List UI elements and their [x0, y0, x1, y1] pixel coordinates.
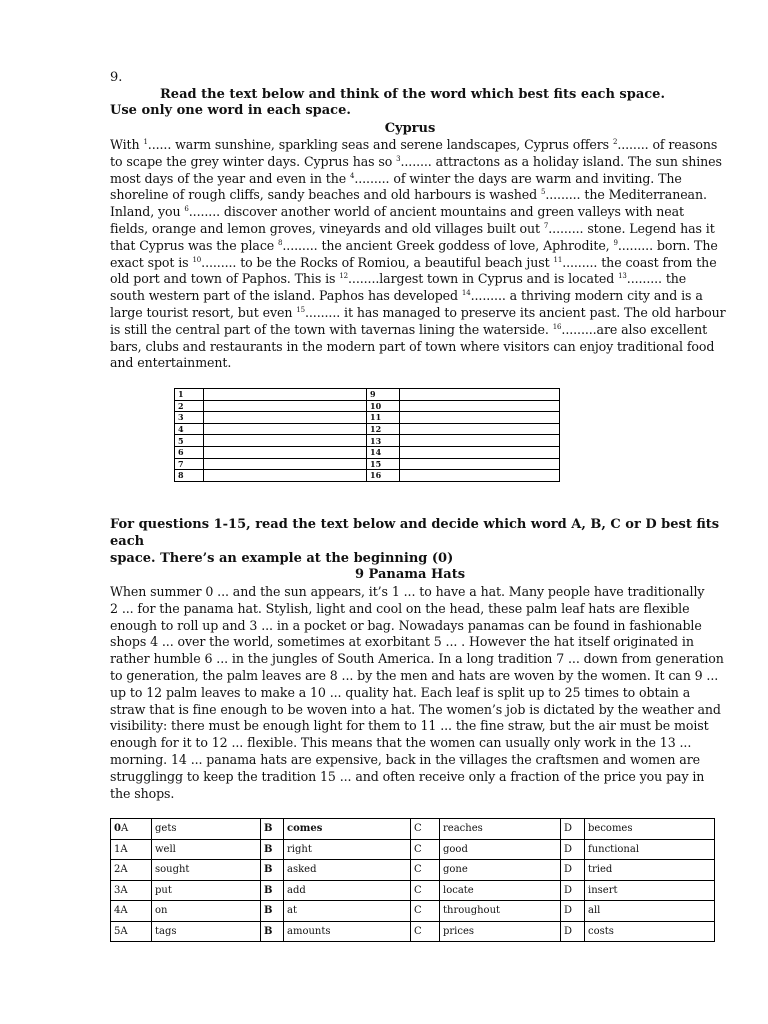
gap-number: 14 — [461, 289, 471, 298]
question-number: 1A — [111, 839, 152, 860]
answer-number: 14 — [367, 446, 400, 458]
cyprus-title: Cyprus — [384, 121, 436, 136]
answer-number: 15 — [367, 458, 400, 470]
panama-line: rather humble 6 ... in the jungles of South America. In a long tradition 7 ... down from generation — [110, 651, 724, 667]
answer-number: 1 — [175, 389, 204, 401]
option-d: becomes — [585, 819, 715, 840]
panama-line: strugglingg to keep the tradition 15 ... and often receive only a fraction of the price you pay in — [110, 768, 705, 784]
answer-number: 3 — [175, 412, 204, 424]
answer-number: 7 — [175, 458, 204, 470]
option-b-label: B — [261, 901, 284, 922]
answer-blank[interactable] — [204, 400, 367, 412]
panama-line: the shops. — [110, 785, 175, 801]
option-d-label: D — [561, 860, 585, 881]
panama-line: 2 ... for the panama hat. Stylish, light and cool on the head, these palm leaf hats are flexible — [110, 600, 690, 616]
gap-number: 2 — [612, 138, 618, 146]
option-b: at — [284, 901, 411, 922]
cyprus-line: is still the central part of the town with tavernas lining the waterside. $^{16}$.........are also excellent — [110, 321, 708, 337]
option-d: costs — [585, 921, 715, 942]
cyprus-line: bars, clubs and restaurants in the modern part of town where visitors can enjoy traditional food — [110, 338, 715, 354]
option-c: reaches — [440, 819, 561, 840]
option-b: amounts — [284, 921, 411, 942]
cyprus-line: Inland, you $^6$........ discover another world of ancient mountains and green valleys with neat — [110, 204, 685, 220]
answer-row — [175, 446, 560, 458]
answer-blank[interactable] — [400, 446, 560, 458]
options-table — [110, 818, 715, 942]
cyprus-line: most days of the year and even in the $^4$......... of winter the days are warm and inviting. The — [110, 170, 682, 186]
option-d-label: D — [561, 921, 585, 942]
answer-blank[interactable] — [204, 470, 367, 482]
exercise-number: 9. — [110, 70, 123, 85]
option-a: tags — [152, 921, 261, 942]
panama-line: enough for it to 12 ... flexible. This means that the women can usually only work in the 13 ... — [110, 735, 692, 751]
option-b-label: B — [261, 839, 284, 860]
option-b-label: B — [261, 819, 284, 840]
answer-blank[interactable] — [204, 389, 367, 401]
cyprus-line: and entertainment. — [110, 355, 232, 371]
panama-line: When summer 0 ... and the sun appears, it’s 1 ... to have a hat. Many people have traditionally — [110, 584, 705, 599]
answer-blank[interactable] — [204, 423, 367, 435]
option-b: asked — [284, 860, 411, 881]
options-row — [111, 839, 715, 860]
option-a: put — [152, 880, 261, 901]
option-c-label: C — [411, 901, 440, 922]
option-d-label: D — [561, 901, 585, 922]
answer-blank[interactable] — [204, 412, 367, 424]
gap-number: 13 — [618, 272, 627, 281]
answer-number: 13 — [367, 435, 400, 447]
option-c-label: C — [411, 819, 440, 840]
gap-number: 8 — [278, 238, 283, 247]
cyprus-line: to scape the grey winter days. Cyprus has so $^3$........ attractons as a holiday island. The sun shines — [110, 153, 722, 169]
gap-number: 10 — [192, 255, 202, 264]
option-d: insert — [585, 880, 715, 901]
gap-number: 12 — [339, 272, 349, 281]
answer-number: 11 — [367, 412, 400, 424]
part2-instructions — [110, 516, 720, 567]
answer-row — [175, 470, 560, 482]
option-a: sought — [152, 860, 261, 881]
options-row — [111, 860, 715, 881]
answer-number: 2 — [175, 400, 204, 412]
panama-line: visibility: there must be enough light for them to 11 ... the fine straw, but the air must be moist — [110, 718, 709, 734]
answer-blank[interactable] — [400, 423, 560, 435]
option-c: good — [440, 839, 561, 860]
option-d: functional — [585, 839, 715, 860]
option-c-label: C — [411, 839, 440, 860]
question-number: 5A — [111, 921, 152, 942]
answer-blank[interactable] — [400, 435, 560, 447]
gap-number: 5 — [540, 188, 546, 197]
answer-blank[interactable] — [204, 435, 367, 447]
part2-instruction-line1: For questions 1-15, read the text below and decide which word A, B, C or D best fits each — [110, 517, 720, 549]
part1-instruction-line1: Read the text below and think of the word which best fits each space. — [160, 87, 665, 102]
answer-number: 4 — [175, 423, 204, 435]
option-c-label: C — [411, 921, 440, 942]
question-number: 3A — [111, 880, 152, 901]
answer-grid — [174, 388, 560, 482]
question-number: 2A — [111, 860, 152, 881]
option-d: tried — [585, 860, 715, 881]
cyprus-line: With $^1$...... warm sunshine, sparkling seas and serene landscapes, Cyprus offers $^2$........ of reasons — [110, 137, 718, 152]
gap-number: 16 — [552, 322, 562, 331]
option-c-label: C — [411, 860, 440, 881]
gap-number: 4 — [349, 171, 355, 180]
option-c: locate — [440, 880, 561, 901]
answer-number: 16 — [367, 470, 400, 482]
panama-line: morning. 14 ... panama hats are expensive, back in the villages the craftsmen and women are — [110, 751, 700, 767]
answer-number: 6 — [175, 446, 204, 458]
cyprus-line: south western part of the island. Paphos has developed $^{14}$......... a thriving modern city and is a — [110, 288, 703, 304]
answer-number: 5 — [175, 435, 204, 447]
answer-blank[interactable] — [204, 458, 367, 470]
option-b-label: B — [261, 921, 284, 942]
answer-blank[interactable] — [400, 412, 560, 424]
option-c: gone — [440, 860, 561, 881]
option-d-label: D — [561, 819, 585, 840]
option-b: comes — [284, 819, 411, 840]
cyprus-line: shoreline of rough cliffs, sandy beaches and old harbours is washed $^5$......... the Mediterranean. — [110, 187, 707, 203]
cyprus-line: old port and town of Paphos. This is $^{12}$........largest town in Cyprus and is located $^{13}$......... the — [110, 271, 687, 287]
cyprus-passage — [110, 137, 726, 372]
options-row — [111, 880, 715, 901]
panama-line: enough to roll up and 3 ... in a pocket or bag. Nowadays panamas can be found in fashionable — [110, 617, 702, 633]
option-c-label: C — [411, 880, 440, 901]
gap-number: 6 — [184, 205, 189, 214]
answer-row — [175, 400, 560, 412]
part1-instructions — [110, 87, 720, 119]
option-b-label: B — [261, 880, 284, 901]
option-b: add — [284, 880, 411, 901]
cyprus-line: that Cyprus was the place $^8$......... the ancient Greek goddess of love, Aphrodite, $^9$......... born. The — [110, 237, 718, 253]
answer-number: 8 — [175, 470, 204, 482]
question-number: 0A — [111, 819, 152, 840]
option-d-label: D — [561, 880, 585, 901]
answer-blank[interactable] — [400, 458, 560, 470]
options-row — [111, 921, 715, 942]
part1-instruction-line2: Use only one word in each space. — [110, 103, 351, 118]
panama-line: shops 4 ... over the world, sometimes at exorbitant 5 ... . However the hat itself originated in — [110, 634, 694, 650]
options-row — [111, 819, 715, 840]
gap-number: 11 — [553, 255, 563, 264]
option-b-label: B — [261, 860, 284, 881]
gap-number: 15 — [296, 305, 305, 314]
cyprus-line: large tourist resort, but even $^{15}$......... it has managed to preserve its ancient past. The old harbour — [110, 304, 726, 320]
cyprus-line: fields, orange and lemon groves, vineyards and old villages built out $^7$......... stone. Legend has it — [110, 220, 715, 236]
option-c: prices — [440, 921, 561, 942]
panama-line: to generation, the palm leaves are 8 ... by the men and hats are woven by the women. It can 9 ... — [110, 667, 719, 683]
answer-row — [175, 423, 560, 435]
option-a: gets — [152, 819, 261, 840]
question-number: 4A — [111, 901, 152, 922]
answer-row — [175, 435, 560, 447]
answer-row — [175, 412, 560, 424]
gap-number: 7 — [543, 221, 549, 230]
option-c: throughout — [440, 901, 561, 922]
option-b: right — [284, 839, 411, 860]
answer-row — [175, 458, 560, 470]
options-row — [111, 901, 715, 922]
gap-number: 1 — [143, 138, 148, 146]
panama-line: straw that is fine enough to be woven into a hat. The women’s job is dictated by the weather and — [110, 701, 721, 717]
option-a: on — [152, 901, 261, 922]
answer-number: 12 — [367, 423, 400, 435]
gap-number: 9 — [613, 238, 618, 247]
answer-row — [175, 389, 560, 401]
cyprus-line: exact spot is $^{10}$......... to be the Rocks of Romiou, a beautiful beach just $^{11}$......... the coast from the — [110, 254, 717, 270]
option-a: well — [152, 839, 261, 860]
answer-blank[interactable] — [400, 389, 560, 401]
panama-passage — [110, 584, 724, 802]
answer-blank[interactable] — [400, 400, 560, 412]
part2-instruction-line2: space. There’s an example at the beginning (0) — [110, 551, 454, 566]
gap-number: 3 — [396, 154, 401, 163]
option-d: all — [585, 901, 715, 922]
answer-blank[interactable] — [400, 470, 560, 482]
answer-number: 9 — [367, 389, 400, 401]
panama-line: up to 12 palm leaves to make a 10 ... quality hat. Each leaf is split up to 25 times to obtain a — [110, 684, 691, 700]
answer-blank[interactable] — [204, 446, 367, 458]
option-d-label: D — [561, 839, 585, 860]
panama-title: 9 Panama Hats — [354, 567, 466, 582]
answer-number: 10 — [367, 400, 400, 412]
